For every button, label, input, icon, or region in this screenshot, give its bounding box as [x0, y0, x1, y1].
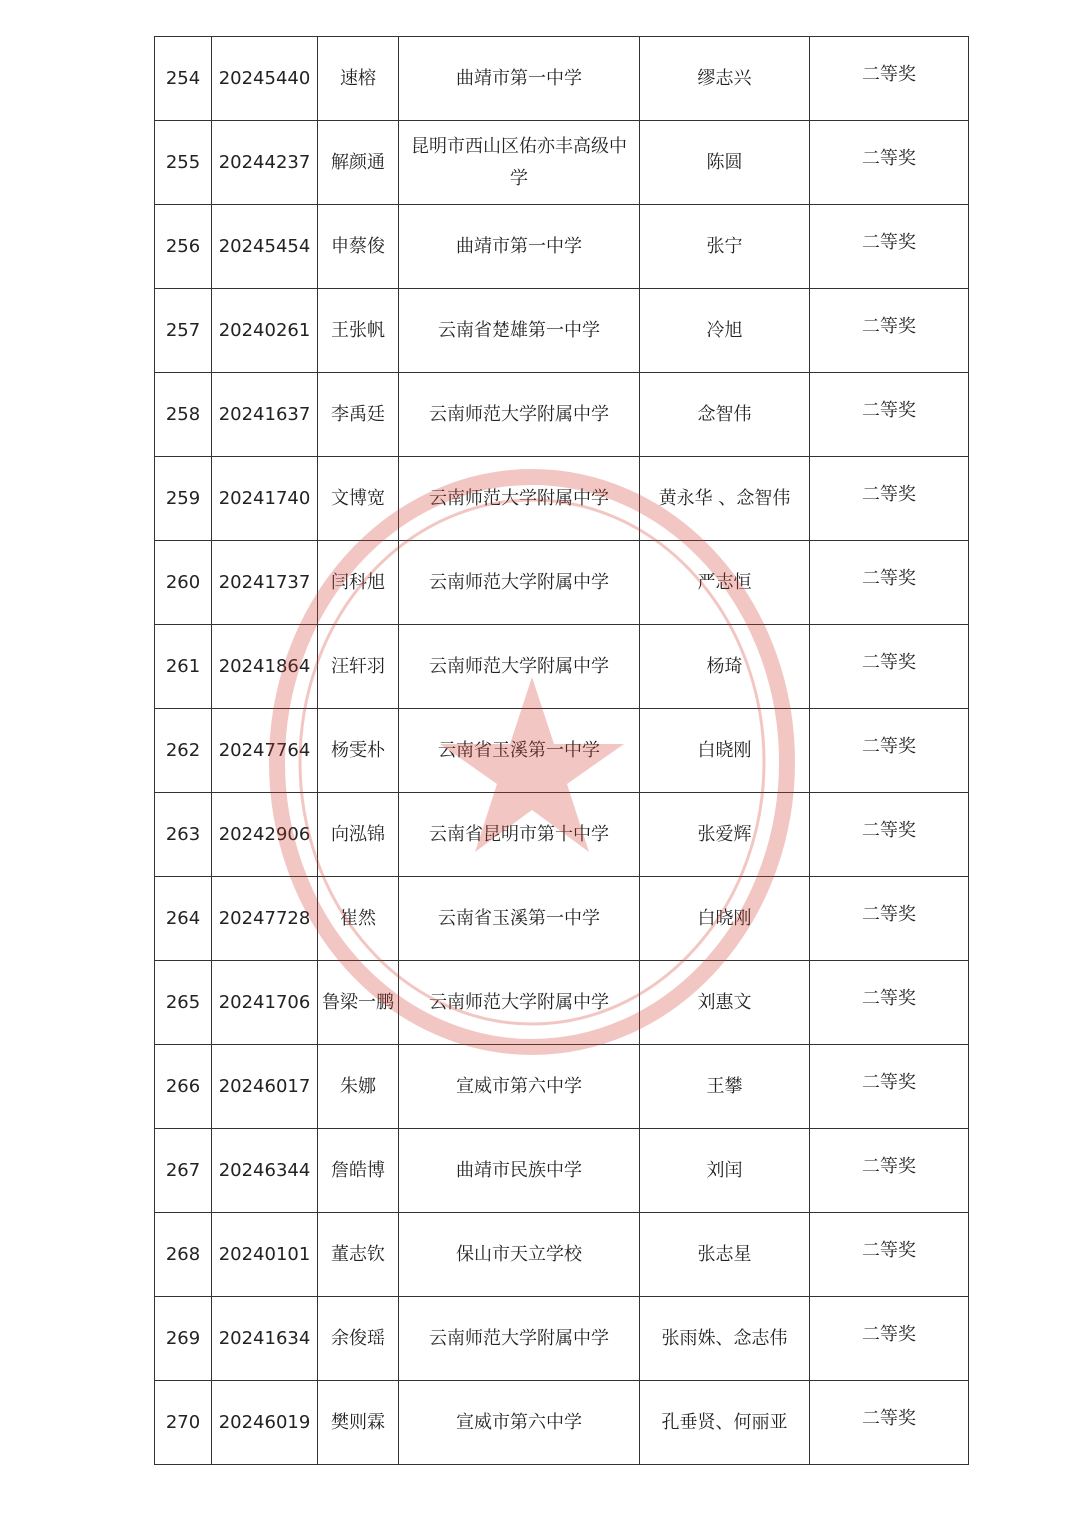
cell-coach: 张宁 — [640, 205, 810, 289]
awards-table — [154, 36, 969, 1465]
cell-school: 昆明市西山区佑亦丰高级中学 — [399, 121, 640, 205]
cell-coach: 孔垂贤、何丽亚 — [640, 1381, 810, 1465]
cell-idx: 255 — [155, 121, 212, 205]
table-row — [155, 37, 969, 121]
table-row — [155, 205, 969, 289]
cell-coach: 白晓刚 — [640, 877, 810, 961]
table-row — [155, 625, 969, 709]
cell-name: 朱娜 — [318, 1045, 399, 1129]
cell-coach: 王攀 — [640, 1045, 810, 1129]
cell-name: 汪轩羽 — [318, 625, 399, 709]
table-row — [155, 1381, 969, 1465]
cell-coach: 念智伟 — [640, 373, 810, 457]
cell-idx: 267 — [155, 1129, 212, 1213]
cell-idx: 268 — [155, 1213, 212, 1297]
cell-id: 20242906 — [212, 793, 318, 877]
cell-school: 曲靖市第一中学 — [399, 205, 640, 289]
cell-id: 20244237 — [212, 121, 318, 205]
table-row — [155, 961, 969, 1045]
cell-school: 保山市天立学校 — [399, 1213, 640, 1297]
table-row — [155, 541, 969, 625]
cell-name: 闫科旭 — [318, 541, 399, 625]
cell-idx: 261 — [155, 625, 212, 709]
cell-school: 云南师范大学附属中学 — [399, 1297, 640, 1381]
cell-name: 李禹廷 — [318, 373, 399, 457]
cell-award: 二等奖 — [810, 541, 969, 625]
table-row — [155, 1213, 969, 1297]
cell-id: 20246017 — [212, 1045, 318, 1129]
cell-coach: 缪志兴 — [640, 37, 810, 121]
cell-id: 20247728 — [212, 877, 318, 961]
cell-school: 曲靖市第一中学 — [399, 37, 640, 121]
cell-coach: 严志恒 — [640, 541, 810, 625]
cell-school: 云南省玉溪第一中学 — [399, 877, 640, 961]
cell-school: 云南师范大学附属中学 — [399, 625, 640, 709]
table-row — [155, 373, 969, 457]
cell-award: 二等奖 — [810, 289, 969, 373]
cell-award: 二等奖 — [810, 1297, 969, 1381]
cell-award: 二等奖 — [810, 709, 969, 793]
cell-id: 20246019 — [212, 1381, 318, 1465]
cell-school: 云南师范大学附属中学 — [399, 541, 640, 625]
cell-name: 鲁梁一鹏 — [318, 961, 399, 1045]
cell-idx: 263 — [155, 793, 212, 877]
cell-name: 速榕 — [318, 37, 399, 121]
cell-id: 20246344 — [212, 1129, 318, 1213]
cell-school: 云南省玉溪第一中学 — [399, 709, 640, 793]
cell-award: 二等奖 — [810, 877, 969, 961]
cell-id: 20241706 — [212, 961, 318, 1045]
table-row — [155, 1045, 969, 1129]
cell-name: 詹皓博 — [318, 1129, 399, 1213]
cell-idx: 266 — [155, 1045, 212, 1129]
cell-name: 向泓锦 — [318, 793, 399, 877]
table-row — [155, 793, 969, 877]
cell-award: 二等奖 — [810, 1129, 969, 1213]
cell-name: 文博宽 — [318, 457, 399, 541]
cell-coach: 白晓刚 — [640, 709, 810, 793]
table-row — [155, 457, 969, 541]
cell-id: 20241864 — [212, 625, 318, 709]
cell-id: 20241634 — [212, 1297, 318, 1381]
table-row — [155, 1129, 969, 1213]
cell-school: 云南师范大学附属中学 — [399, 961, 640, 1045]
cell-name: 杨雯朴 — [318, 709, 399, 793]
cell-coach: 黄永华 、念智伟 — [640, 457, 810, 541]
cell-name: 崔然 — [318, 877, 399, 961]
cell-id: 20241737 — [212, 541, 318, 625]
cell-school: 云南师范大学附属中学 — [399, 457, 640, 541]
cell-idx: 254 — [155, 37, 212, 121]
cell-coach: 刘闰 — [640, 1129, 810, 1213]
cell-award: 二等奖 — [810, 793, 969, 877]
cell-coach: 杨琦 — [640, 625, 810, 709]
cell-idx: 270 — [155, 1381, 212, 1465]
cell-idx: 260 — [155, 541, 212, 625]
cell-award: 二等奖 — [810, 37, 969, 121]
cell-school: 云南省昆明市第十中学 — [399, 793, 640, 877]
cell-name: 申蔡俊 — [318, 205, 399, 289]
cell-idx: 256 — [155, 205, 212, 289]
cell-award: 二等奖 — [810, 205, 969, 289]
cell-name: 余俊瑶 — [318, 1297, 399, 1381]
cell-award: 二等奖 — [810, 625, 969, 709]
awards-table-body — [155, 37, 969, 1465]
cell-id: 20245454 — [212, 205, 318, 289]
cell-school: 宣威市第六中学 — [399, 1045, 640, 1129]
cell-id: 20241740 — [212, 457, 318, 541]
cell-coach: 张雨姝、念志伟 — [640, 1297, 810, 1381]
cell-name: 董志钦 — [318, 1213, 399, 1297]
cell-award: 二等奖 — [810, 1213, 969, 1297]
table-row — [155, 709, 969, 793]
cell-coach: 陈圆 — [640, 121, 810, 205]
cell-coach: 张爱辉 — [640, 793, 810, 877]
cell-award: 二等奖 — [810, 457, 969, 541]
cell-award: 二等奖 — [810, 1381, 969, 1465]
cell-id: 20241637 — [212, 373, 318, 457]
cell-idx: 264 — [155, 877, 212, 961]
cell-idx: 258 — [155, 373, 212, 457]
cell-idx: 259 — [155, 457, 212, 541]
cell-id: 20240101 — [212, 1213, 318, 1297]
cell-award: 二等奖 — [810, 373, 969, 457]
cell-id: 20245440 — [212, 37, 318, 121]
cell-idx: 262 — [155, 709, 212, 793]
cell-name: 王张帆 — [318, 289, 399, 373]
cell-idx: 265 — [155, 961, 212, 1045]
cell-school: 曲靖市民族中学 — [399, 1129, 640, 1213]
table-row — [155, 1297, 969, 1381]
cell-award: 二等奖 — [810, 121, 969, 205]
cell-coach: 张志星 — [640, 1213, 810, 1297]
cell-coach: 刘惠文 — [640, 961, 810, 1045]
cell-school: 云南师范大学附属中学 — [399, 373, 640, 457]
table-row — [155, 289, 969, 373]
cell-idx: 257 — [155, 289, 212, 373]
cell-name: 樊则霖 — [318, 1381, 399, 1465]
cell-coach: 冷旭 — [640, 289, 810, 373]
cell-id: 20247764 — [212, 709, 318, 793]
table-row — [155, 877, 969, 961]
cell-id: 20240261 — [212, 289, 318, 373]
cell-award: 二等奖 — [810, 961, 969, 1045]
cell-school: 云南省楚雄第一中学 — [399, 289, 640, 373]
cell-name: 解颜通 — [318, 121, 399, 205]
cell-idx: 269 — [155, 1297, 212, 1381]
cell-award: 二等奖 — [810, 1045, 969, 1129]
table-row — [155, 121, 969, 205]
cell-school: 宣威市第六中学 — [399, 1381, 640, 1465]
